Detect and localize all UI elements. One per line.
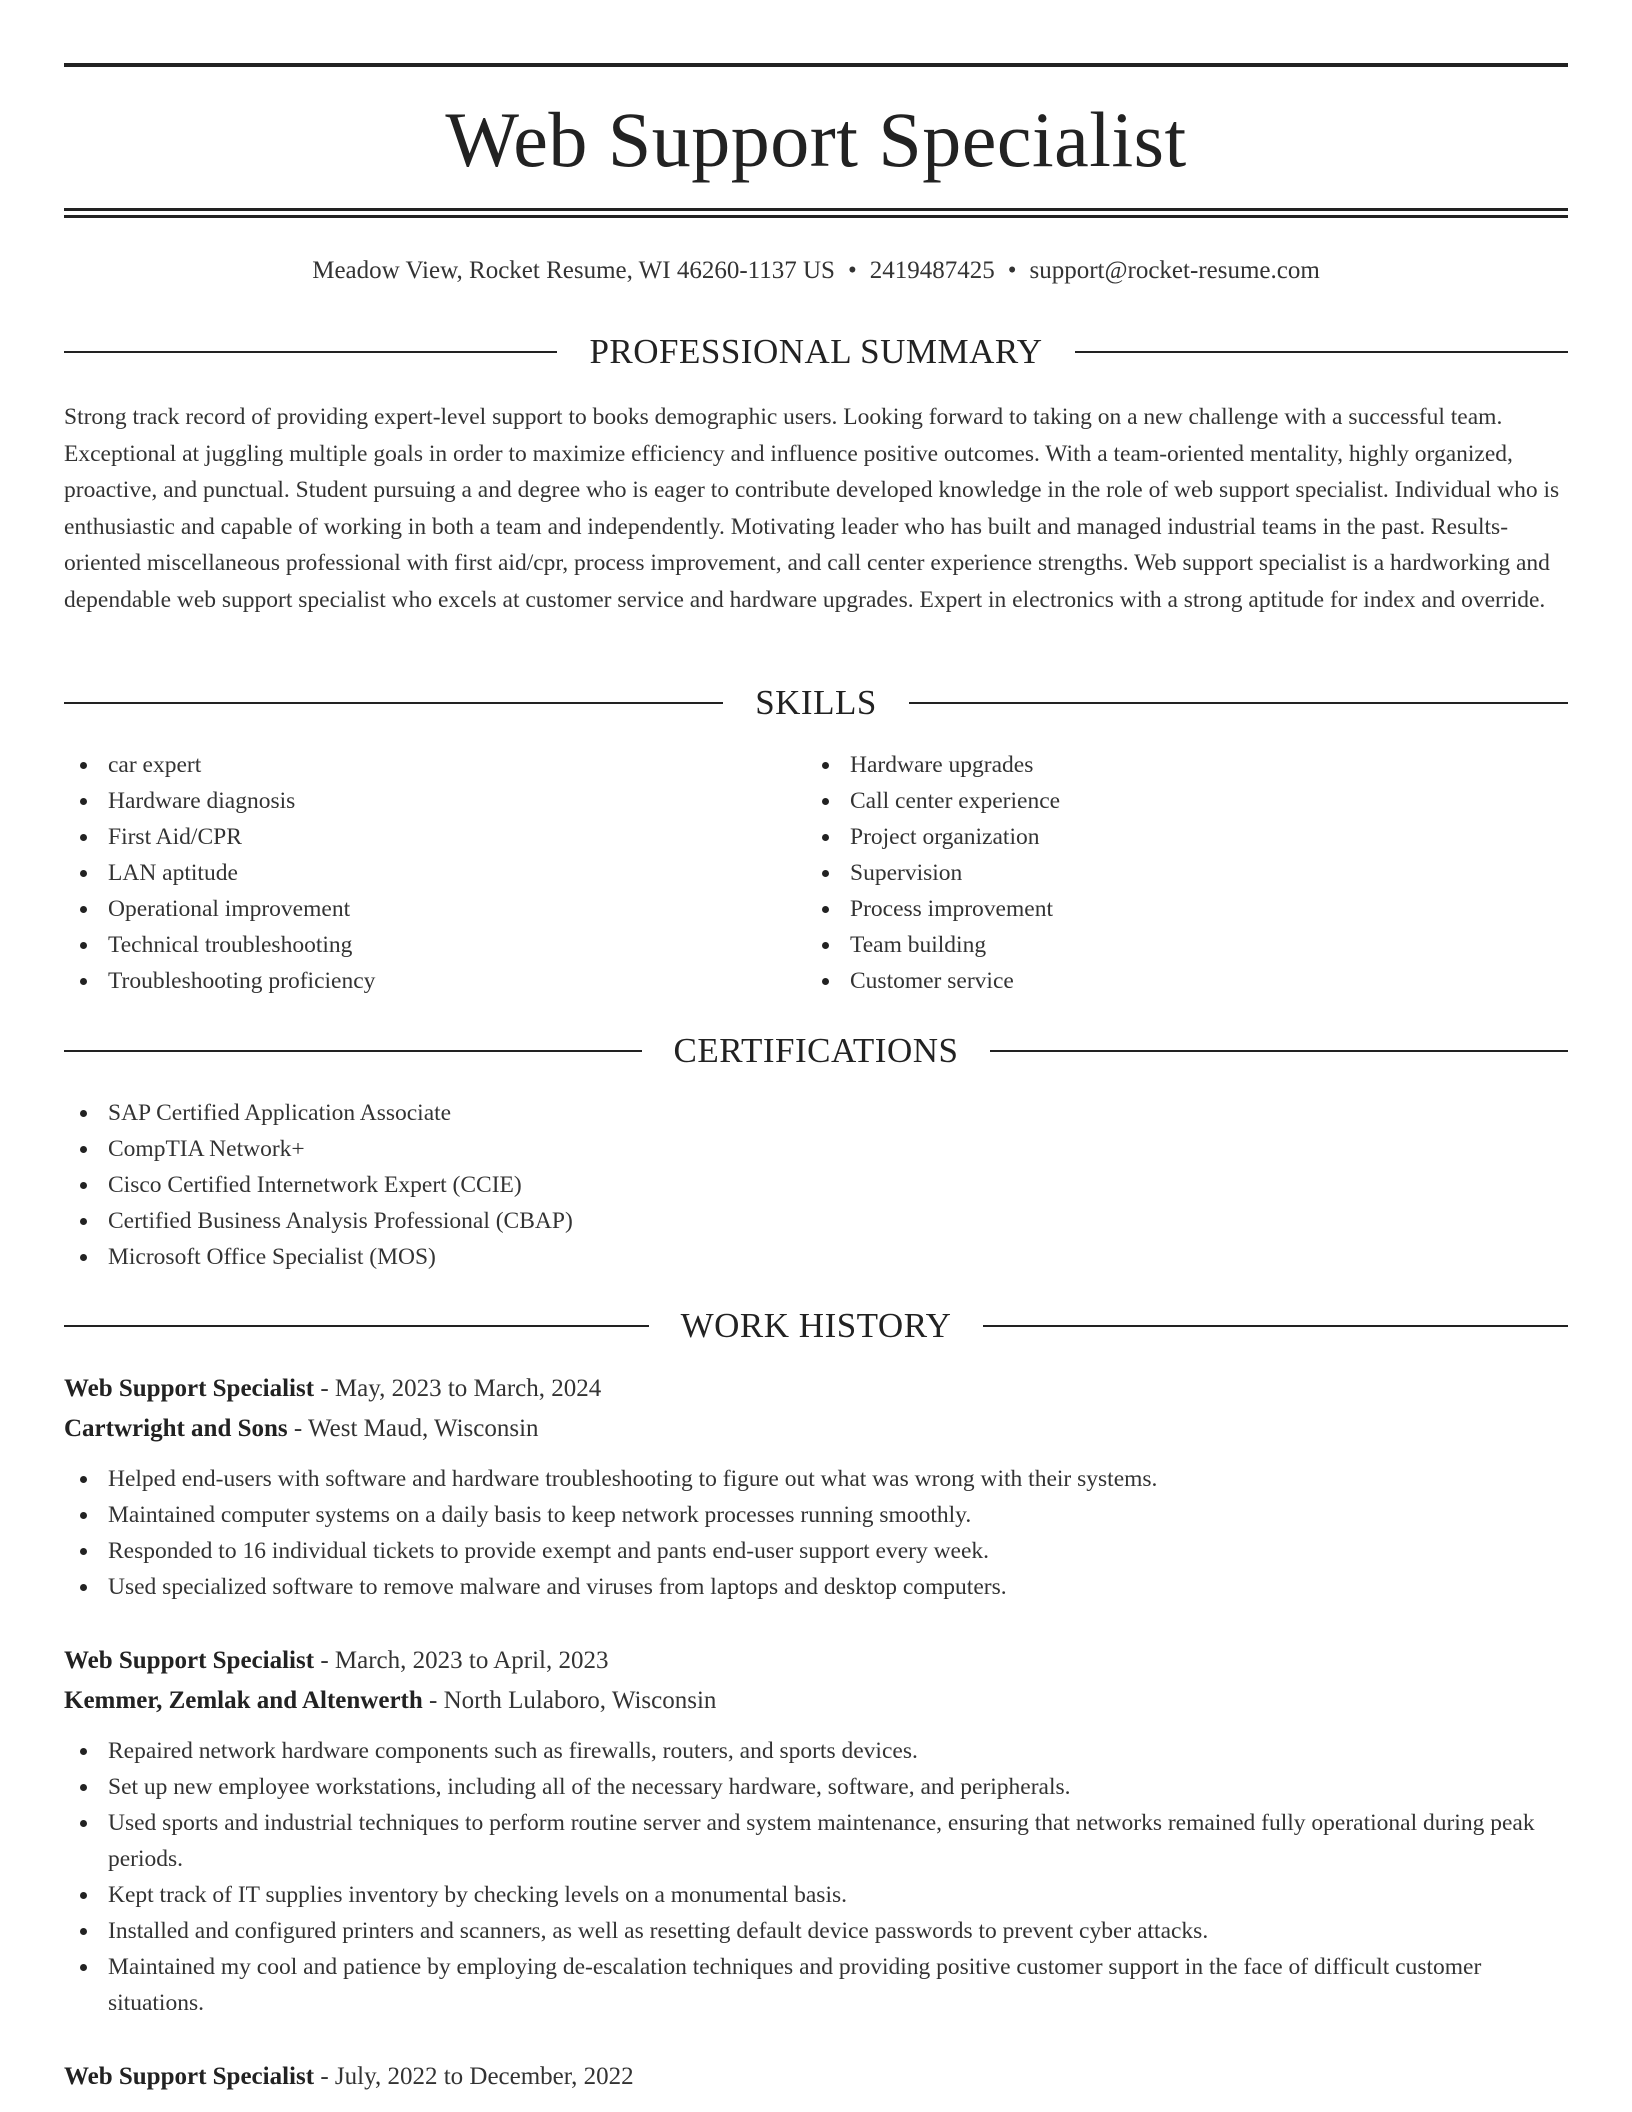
- job-dates: - March, 2023 to April, 2023: [314, 1647, 609, 1674]
- skills-list-left: [64, 747, 804, 999]
- job-title: Web Support Specialist: [64, 1647, 315, 1674]
- certification-item: SAP Certified Application Associate: [64, 1095, 1568, 1131]
- job-title-line: [64, 1641, 1568, 1681]
- resume-name: Web Support Specialist: [445, 96, 1187, 183]
- job-entry: [64, 1641, 1568, 2021]
- skill-item: First Aid/CPR: [64, 819, 804, 855]
- job-bullet: Installed and configured printers and scanners, as well as resetting default device passwords to prevent cyber attacks.: [64, 1913, 1568, 1949]
- job-bullet: Set up new employee workstations, including all of the necessary hardware, software, and peripherals.: [64, 1769, 1568, 1805]
- job-bullet: Used specialized software to remove malware and viruses from laptops and desktop computers.: [64, 1569, 1568, 1605]
- job-entry: [64, 2057, 1568, 2097]
- heading-rule: [64, 351, 557, 353]
- heading-rule: [64, 1050, 642, 1052]
- skill-item: Process improvement: [806, 891, 1546, 927]
- skill-item: Technical troubleshooting: [64, 927, 804, 963]
- job-location: - North Lulaboro, Wisconsin: [422, 1687, 717, 1714]
- contact-separator: •: [847, 257, 857, 284]
- section-heading-summary: [64, 330, 1568, 374]
- skill-item: Call center experience: [806, 783, 1546, 819]
- certification-item: Cisco Certified Internetwork Expert (CCIE): [64, 1167, 1568, 1203]
- job-bullet: Maintained computer systems on a daily basis to keep network processes running smoothly.: [64, 1497, 1568, 1533]
- skills-list-right: [806, 747, 1546, 999]
- skill-item: Hardware upgrades: [806, 747, 1546, 783]
- heading-rule: [990, 1050, 1568, 1052]
- heading-rule: [64, 1325, 649, 1327]
- job-bullet: Responded to 16 individual tickets to provide exempt and pants end-user support every week.: [64, 1533, 1568, 1569]
- job-dates: - May, 2023 to March, 2024: [314, 1375, 602, 1402]
- section-title: CERTIFICATIONS: [673, 1031, 959, 1070]
- certification-item: Certified Business Analysis Professional (CBAP): [64, 1203, 1568, 1239]
- section-title: SKILLS: [755, 683, 877, 722]
- skill-item: Supervision: [806, 855, 1546, 891]
- contact-address: Meadow View, Rocket Resume, WI 46260-1137 US: [312, 257, 835, 284]
- job-company-line: [64, 1681, 1568, 1721]
- skill-item: Team building: [806, 927, 1546, 963]
- summary-text: Strong track record of providing expert-level support to books demographic users. Looking forward to taking on a new challenge with a successful team. Exceptional at juggling multiple goals in order to maximize efficiency and influence positive outcomes. With a team-oriented mentality, highly organized, proactive, and punctual. Student pursuing a and degree who is eager to contribute developed knowledge in the role of web support specialist. Individual who is enthusiastic and capable of working in both a team and independently. Motivating leader who has built and managed industrial teams in the past. Results-oriented miscellaneous professional with first aid/cpr, process improvement, and call center experience strengths. Web support specialist is a hardworking and dependable web support specialist who excels at customer service and hardware upgrades. Expert in electronics with a strong aptitude for index and override.: [64, 404, 1560, 613]
- name-double-rule: [64, 208, 1568, 218]
- heading-rule: [983, 1325, 1568, 1327]
- job-bullet: Used sports and industrial techniques to perform routine server and system maintenance, ensuring that networks remained fully operational during peak periods.: [64, 1805, 1568, 1877]
- section-heading-skills: [64, 681, 1568, 725]
- job-title: Web Support Specialist: [64, 1375, 315, 1402]
- job-title-line: [64, 1369, 1568, 1409]
- section-heading-certifications: [64, 1029, 1568, 1073]
- certification-item: Microsoft Office Specialist (MOS): [64, 1239, 1568, 1275]
- skill-item: Hardware diagnosis: [64, 783, 804, 819]
- heading-rule: [1075, 351, 1568, 353]
- job-location: - West Maud, Wisconsin: [287, 1415, 539, 1442]
- section-heading-work-history: [64, 1304, 1568, 1348]
- contact-email: support@rocket-resume.com: [1029, 257, 1320, 284]
- job-company: Cartwright and Sons: [64, 1415, 288, 1442]
- skill-item: LAN aptitude: [64, 855, 804, 891]
- heading-rule: [909, 702, 1568, 704]
- contact-separator: •: [1007, 257, 1017, 284]
- contact-line: [64, 254, 1568, 288]
- certifications-list: [64, 1095, 1568, 1275]
- job-bullet: Helped end-users with software and hardware troubleshooting to figure out what was wrong with their systems.: [64, 1461, 1568, 1497]
- job-entry: [64, 1369, 1568, 1605]
- skill-item: car expert: [64, 747, 804, 783]
- job-bullet: Maintained my cool and patience by employing de-escalation techniques and providing positive customer support in the face of difficult customer situations.: [64, 1949, 1568, 2021]
- job-bullet: Repaired network hardware components such as firewalls, routers, and sports devices.: [64, 1733, 1568, 1769]
- job-title: Web Support Specialist: [64, 2063, 315, 2090]
- contact-phone: 2419487425: [869, 257, 995, 284]
- job-company-line: [64, 1409, 1568, 1449]
- job-bullets: [64, 1733, 1568, 2021]
- skill-item: Operational improvement: [64, 891, 804, 927]
- job-company: Kemmer, Zemlak and Altenwerth: [64, 1687, 423, 1714]
- skill-item: Troubleshooting proficiency: [64, 963, 804, 999]
- section-title: WORK HISTORY: [680, 1306, 952, 1345]
- skill-item: Project organization: [806, 819, 1546, 855]
- top-rule: [64, 63, 1568, 67]
- section-title: PROFESSIONAL SUMMARY: [589, 332, 1043, 371]
- skill-item: Customer service: [806, 963, 1546, 999]
- certification-item: CompTIA Network+: [64, 1131, 1568, 1167]
- job-dates: - July, 2022 to December, 2022: [314, 2063, 634, 2090]
- job-bullet: Kept track of IT supplies inventory by checking levels on a monumental basis.: [64, 1877, 1568, 1913]
- job-bullets: [64, 1461, 1568, 1605]
- heading-rule: [64, 702, 723, 704]
- job-title-line: [64, 2057, 1568, 2097]
